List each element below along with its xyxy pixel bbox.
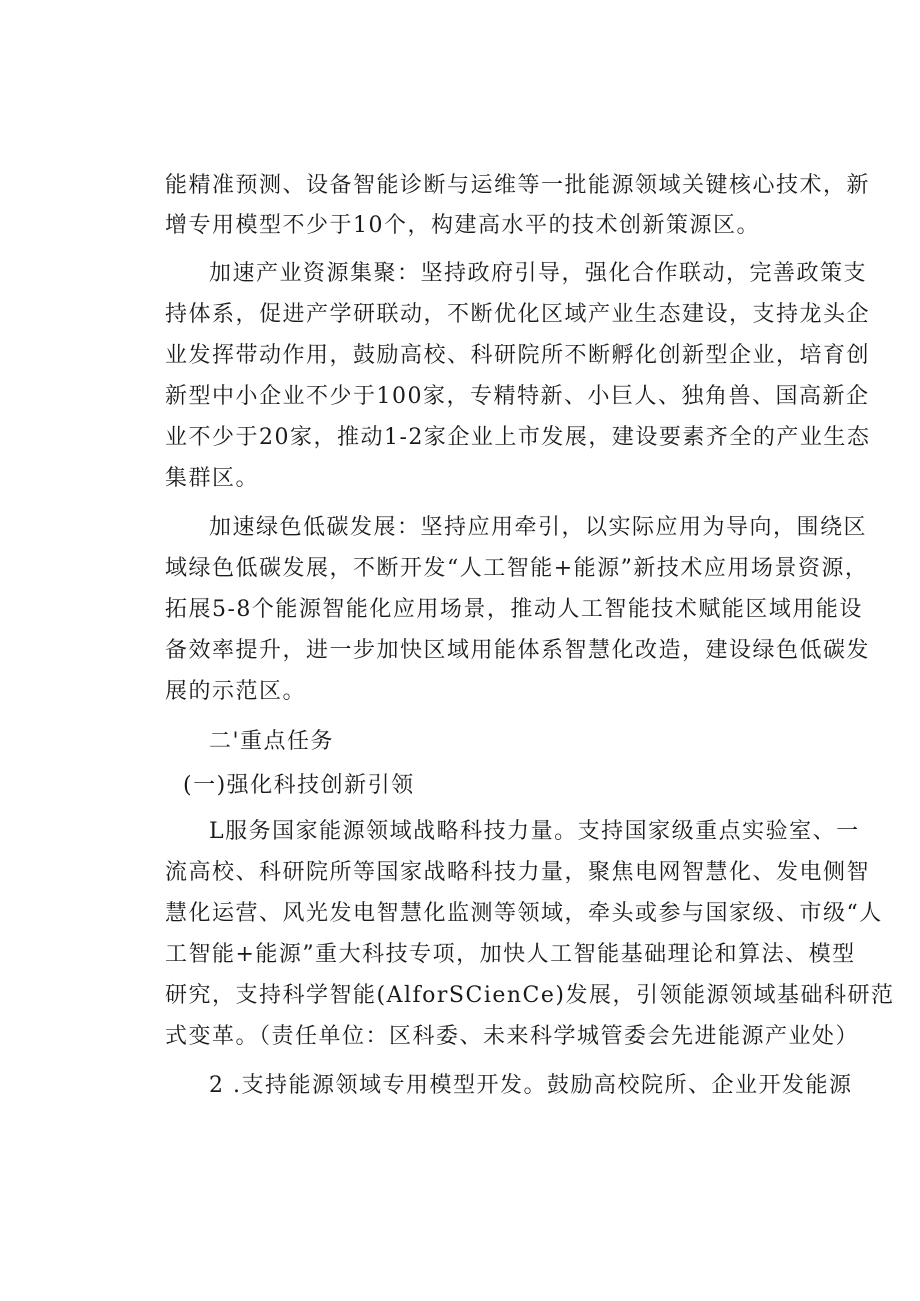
paragraph-first-line: L服务国家能源领域战略科技力量。支持国家级重点实验室、一 — [209, 819, 860, 844]
body-line: 备效率提升，进一步加快区域用能体系智慧化改造，建设绿色低碳发 — [165, 638, 871, 663]
body-line: 能精准预测、设备智能诊断与运维等一批能源领域关键核心技术，新 — [165, 173, 871, 198]
body-line: 业发挥带动作用，鼓励高校、科研院所不断孵化创新型企业，培育创 — [165, 343, 871, 368]
body-line: 流高校、科研院所等国家战略科技力量，聚焦电网智慧化、发电侧智 — [165, 860, 871, 885]
body-line: 拓展5-8个能源智能化应用场景，推动人工智能技术赋能区域用能设 — [165, 597, 863, 622]
subsection-heading: (一)强化科技创新引领 — [183, 773, 415, 798]
body-line: 式变革。（责任单位：区科委、未来科学城管委会先进能源产业处） — [165, 1024, 860, 1049]
body-line: 研究，支持科学智能(AlforSCienCe)发展，引领能源领域基础科研范 — [165, 983, 895, 1008]
body-line: 新型中小企业不少于100家，专精特新、小巨人、独角兽、国高新企 — [165, 384, 870, 409]
body-line: 域绿色低碳发展，不断开发“人工智能+能源”新技术应用场景资源， — [165, 556, 869, 581]
paragraph-first-line: 2 .支持能源领域专用模型开发。鼓励高校院所、企业开发能源 — [209, 1073, 853, 1098]
body-line: 业不少于20家，推动1-2家企业上市发展，建设要素齐全的产业生态 — [165, 425, 871, 450]
paragraph-first-line: 加速绿色低碳发展：坚持应用牵引，以实际应用为导向，围绕区 — [209, 515, 868, 540]
paragraph-first-line: 加速产业资源集聚：坚持政府引导，强化合作联动，完善政策支 — [209, 261, 868, 286]
body-line: 集群区。 — [165, 466, 260, 491]
section-heading: 二'重点任务 — [209, 729, 335, 754]
body-line: 展的示范区。 — [165, 679, 307, 704]
body-line: 增专用模型不少于10个，构建高水平的技术创新策源区。 — [165, 213, 760, 238]
body-line: 工智能+能源”重大科技专项，加快人工智能基础理论和算法、模型 — [165, 942, 856, 967]
body-line: 慧化运营、风光发电智慧化监测等领域，牵头或参与国家级、市级“人 — [165, 901, 883, 926]
body-line: 持体系，促进产学研联动，不断优化区域产业生态建设，支持龙头企 — [165, 302, 871, 327]
